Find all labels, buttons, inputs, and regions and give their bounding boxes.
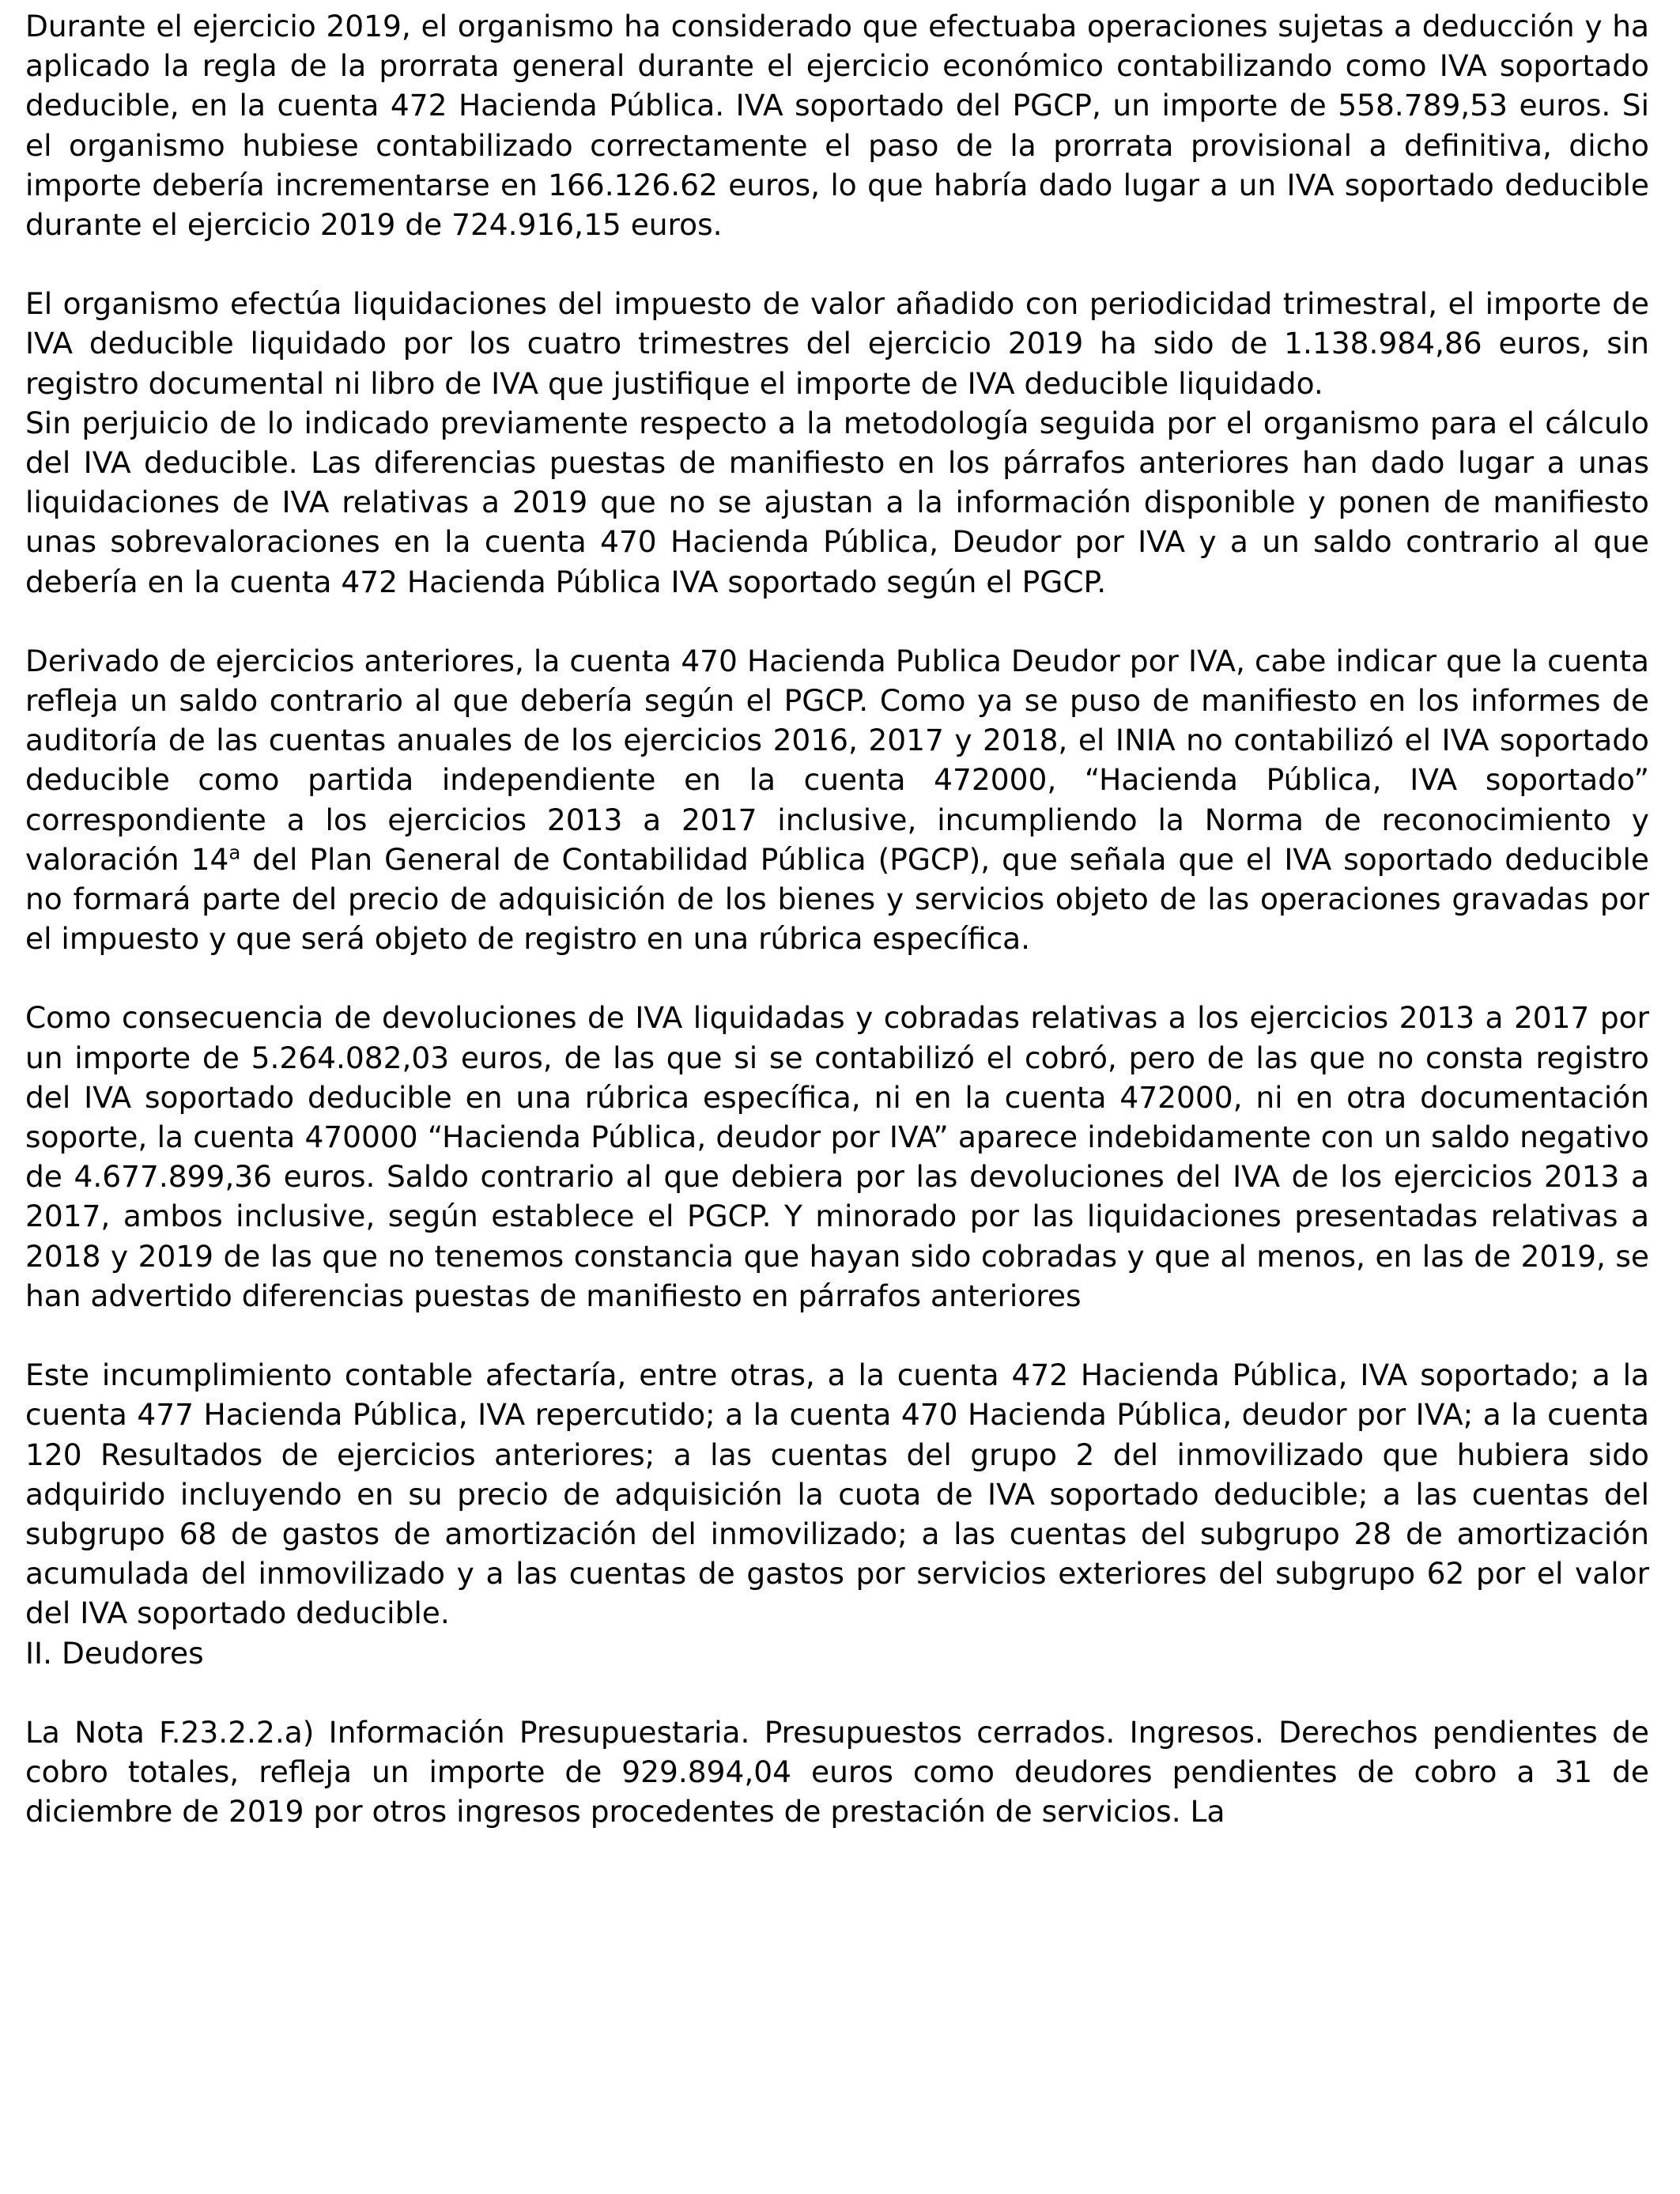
paragraph-sin-perjuicio: Sin perjuicio de lo indicado previamente respecto a la metodología seguida por el organismo para el cálculo del IVA deducible. Las diferencias puestas de manifiesto en los párrafos anteriores han dado lugar a unas liquidaciones de IVA relativas a 2019 que no se ajustan a la información disponible y ponen de manifiesto unas sobrevaloraciones en la cuenta 470 Hacienda Pública, Deudor por IVA y a un saldo contrario al que debería en la cuenta 472 Hacienda Pública IVA soportado según el PGCP. — [25, 405, 1649, 599]
paragraph-ejercicios-anteriores — [25, 641, 1649, 959]
paragraph-ejercicios-anteriores-tail: del Plan General de Contabilidad Pública (PGCP), que señala que el IVA soportado deducible no formará parte del precio de adquisición de los bienes y servicios objeto de las operaciones gravadas por el impuesto y que será objeto de registro en una rúbrica específica. — [25, 841, 1649, 957]
document-page — [25, 6, 1649, 1831]
paragraph-prorrata: Durante el ejercicio 2019, el organismo ha considerado que efectuaba operaciones sujetas a deducción y ha aplicado la regla de la prorrata general durante el ejercicio económico contabilizando como IVA soportado deducible, en la cuenta 472 Hacienda Pública. IVA soportado del PGCP, un importe de 558.789,53 euros. Si el organismo hubiese contabilizado correctamente el paso de la prorrata provisional a definitiva, dicho importe debería incrementarse en 166.126.62 euros, lo que habría dado lugar a un IVA soportado deducible durante el ejercicio 2019 de 724.916,15 euros. — [25, 9, 1649, 243]
paragraph-liquidaciones: El organismo efectúa liquidaciones del impuesto de valor añadido con periodicidad trimestral, el importe de IVA deducible liquidado por los cuatro trimestres del ejercicio 2019 ha sido de 1.138.984,86 euros, sin registro documental ni libro de IVA que justifique el importe de IVA deducible liquidado. — [25, 286, 1649, 401]
paragraph-incumplimiento: Este incumplimiento contable afectaría, entre otras, a la cuenta 472 Hacienda Pública, IVA soportado; a la cuenta 477 Hacienda Pública, IVA repercutido; a la cuenta 470 Hacienda Pública, deudor por IVA; a la cuenta 120 Resultados de ejercicios anteriores; a las cuentas del grupo 2 del inmovilizado que hubiera sido adquirido incluyendo en su precio de adquisición la cuota de IVA soportado deducible; a las cuentas del subgrupo 68 de gastos de amortización del inmovilizado; a las cuentas del subgrupo 28 de amortización acumulada del inmovilizado y a las cuentas de gastos por servicios exteriores del subgrupo 62 por el valor del IVA soportado deducible. — [25, 1358, 1649, 1631]
ordinal-superscript: a — [228, 840, 241, 864]
paragraph-nota-f23: La Nota F.23.2.2.a) Información Presupuestaria. Presupuestos cerrados. Ingresos. Derechos pendientes de cobro totales, refleja un importe de 929.894,04 euros como deudores pendientes de cobro a 31 de diciembre de 2019 por otros ingresos procedentes de prestación de servicios. La — [25, 1714, 1649, 1830]
paragraph-ejercicios-anteriores-text: Derivado de ejercicios anteriores, la cuenta 470 Hacienda Publica Deudor por IVA, cabe indicar que la cuenta refleja un saldo contrario al que debería según el PGCP. Como ya se puso de manifiesto en los informes de auditoría de las cuentas anuales de los ejercicios 2016, 2017 y 2018, el INIA no contabilizó el IVA soportado deducible como partida independiente en la cuenta 472000, “Hacienda Pública, IVA soportado” correspondiente a los ejercicios 2013 a 2017 inclusive, incumpliendo la Norma de reconocimiento y valoración 14 — [25, 643, 1649, 877]
section-heading-deudores: II. Deudores — [25, 1635, 204, 1671]
paragraph-devoluciones: Como consecuencia de devoluciones de IVA liquidadas y cobradas relativas a los ejercicios 2013 a 2017 por un importe de 5.264.082,03 euros, de las que si se contabilizó el cobró, pero de las que no consta registro del IVA soportado deducible en una rúbrica específica, ni en la cuenta 472000, ni en otra documentación soporte, la cuenta 470000 “Hacienda Pública, deudor por IVA” aparece indebidamente con un saldo negativo de 4.677.899,36 euros. Saldo contrario al que debiera por las devoluciones del IVA de los ejercicios 2013 a 2017, ambos inclusive, según establece el PGCP. Y minorado por las liquidaciones presentadas relativas a 2018 y 2019 de las que no tenemos constancia que hayan sido cobradas y que al menos, en las de 2019, se han advertido diferencias puestas de manifiesto en párrafos anteriores — [25, 1000, 1649, 1313]
